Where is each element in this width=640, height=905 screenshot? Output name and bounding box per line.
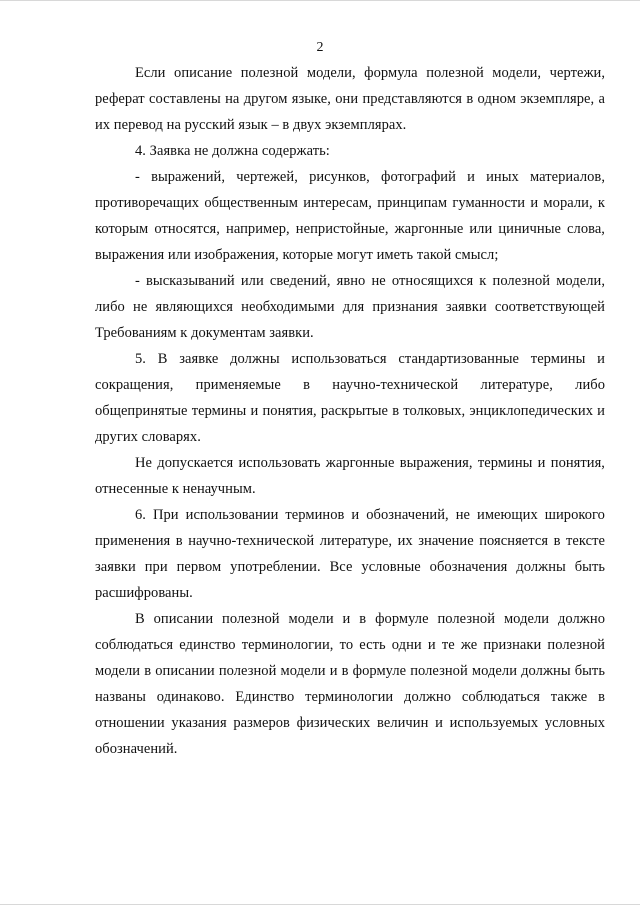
page-number: 2 — [316, 40, 324, 55]
paragraph-foreign-language-copies: Если описание полезной модели, формула полезной модели, чертежи, реферат составлены на другом языке, они представляются в одном экземпляре, а их перевод на русский язык – в двух экземплярах. — [95, 65, 605, 133]
paragraph-terminology-unity: В описании полезной модели и в формуле полезной модели должно соблюдаться единство терминологии, то есть одни и те же признаки полезной модели в описании полезной модели и в формуле полезной модели должны быть названы одинаково. Единство терминологии должно соблюдаться также в отношении указания размеров физических величин и используемых условных обозначений. — [95, 611, 605, 757]
document-body — [95, 60, 605, 762]
paragraph-item-6-designations: 6. При использовании терминов и обозначений, не имеющих широкого применения в научно-технической литературе, их значение поясняется в тексте заявки при первом употреблении. Все условные обозначения должны быть расшифрованы. — [95, 507, 605, 601]
paragraph-item-4-statements: - высказываний или сведений, явно не относящихся к полезной модели, либо не являющихся необходимыми для признания заявки соответствующей Требованиям к документам заявки. — [95, 273, 605, 341]
paragraph-item-4-heading: 4. Заявка не должна содержать: — [135, 143, 330, 159]
paragraph-jargon-prohibition: Не допускается использовать жаргонные выражения, термины и понятия, отнесенные к ненаучным. — [95, 455, 605, 497]
paragraph-item-5-terms: 5. В заявке должны использоваться стандартизованные термины и сокращения, применяемые в научно-технической литературе, либо общепринятые термины и понятия, раскрытые в толковых, энциклопедических и других словарях. — [95, 351, 605, 445]
paragraph-item-4-expressions: - выражений, чертежей, рисунков, фотографий и иных материалов, противоречащих общественным интересам, принципам гуманности и морали, к которым относятся, например, непристойные, жаргонные или циничные слова, выражения или изображения, которые могут иметь такой смысл; — [95, 169, 605, 263]
scan-edge-top — [0, 0, 640, 1]
